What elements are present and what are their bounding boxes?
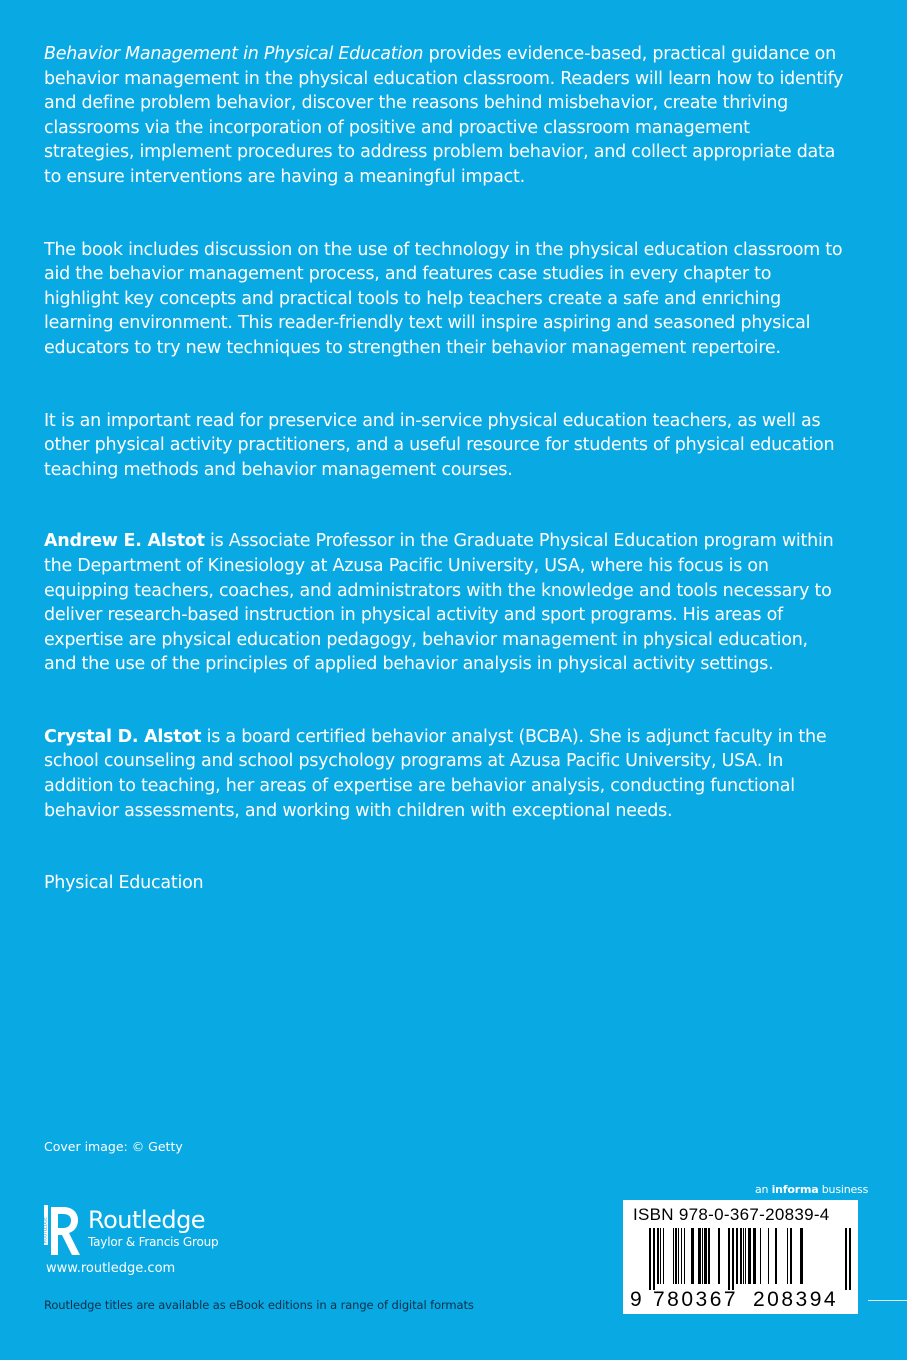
description-paragraph-3: It is an important read for preservice and in-service physical education teachers, as well as other physical activity practitioners, and a useful resource for students of physical education teaching methods and behavior management courses.: [44, 410, 835, 480]
barcode-bar: [760, 1228, 761, 1284]
informa-prefix: an: [755, 1183, 772, 1196]
isbn-barcode: [623, 1200, 858, 1314]
barcode-bar: [698, 1228, 701, 1284]
author-bio-2: [44, 725, 844, 823]
barcode-digits-right: 208394: [753, 1288, 839, 1311]
barcode-bar: [702, 1228, 703, 1284]
barcode-bar: [675, 1228, 677, 1284]
book-title: Behavior Management in Physical Education: [44, 44, 424, 64]
barcode-bar: [768, 1228, 769, 1284]
barcode-bar: [849, 1228, 851, 1290]
barcode-bar: [718, 1228, 720, 1284]
barcode-bar: [704, 1228, 707, 1284]
barcode-bar: [743, 1228, 744, 1284]
informa-suffix: business: [818, 1183, 869, 1196]
cover-image-credit: Cover image: © Getty: [44, 1139, 183, 1154]
barcode-digit-first: 9: [630, 1288, 642, 1311]
barcode-bar: [736, 1228, 738, 1284]
barcode-bar: [678, 1228, 679, 1284]
barcode-bar: [691, 1228, 694, 1284]
barcode-bar: [753, 1228, 756, 1284]
routledge-logo: [44, 1205, 218, 1257]
barcode-bar: [708, 1228, 710, 1284]
barcode-bar: [790, 1228, 792, 1284]
barcode-bar: [728, 1228, 730, 1290]
barcode-bar: [845, 1228, 847, 1290]
isbn-label: ISBN 978-0-367-20839-4: [633, 1205, 830, 1224]
subject-category: Physical Education: [44, 873, 204, 894]
barcode-bar: [732, 1228, 734, 1290]
barcode-bars: [631, 1228, 855, 1290]
barcode-bar: [653, 1228, 655, 1290]
informa-word: informa: [771, 1183, 819, 1196]
barcode-bar: [684, 1228, 685, 1284]
barcode-bar: [745, 1228, 746, 1284]
edge-line: [868, 1300, 907, 1301]
barcode-bar: [775, 1228, 777, 1284]
author-name-2: Crystal D. Alstot: [44, 726, 202, 747]
publisher-name: Routledge: [88, 1206, 206, 1234]
publisher-group: Taylor & Francis Group: [88, 1235, 219, 1249]
description-paragraph-1: [44, 42, 844, 190]
back-cover-text: [44, 42, 844, 944]
barcode-bar: [681, 1228, 682, 1284]
routledge-r-icon: [44, 1205, 82, 1257]
barcode-bar: [673, 1228, 674, 1284]
barcode-bar: [663, 1228, 664, 1284]
ebook-note: Routledge titles are available as eBook editions in a range of digital formats: [44, 1298, 474, 1312]
author-bio-text-1: is Associate Professor in the Graduate Physical Education program within the Department of Kinesiology at Azusa Pacific University, USA, where his focus is on equipping teachers, coaches, and administrators with the knowledge and tools necessary to deliver research-based instruction in physical activity and sport programs. His areas of expertise are physical education pedagogy, behavior management in physical education, and the use of the principles of applied behavior analysis in physical activity settings.: [44, 531, 834, 675]
barcode-digits-left: 780367: [653, 1288, 739, 1311]
author-bio-text-2: is a board certified behavior analyst (BCBA). She is adjunct faculty in the school counseling and school psychology programs at Azusa Pacific University, USA. In addition to teaching, her areas of expertise are behavior analysis, conducting functional behavior assessments, and working with children with exceptional needs.: [44, 726, 827, 821]
svg-text:ROUTLEDGE: ROUTLEDGE: [42, 1217, 48, 1243]
informa-business-tag: [755, 1183, 868, 1196]
publisher-website: www.routledge.com: [46, 1261, 176, 1276]
author-name-1: Andrew E. Alstot: [44, 531, 205, 552]
barcode-bar: [740, 1228, 742, 1284]
author-bio-1: [44, 529, 844, 677]
barcode-bar: [657, 1228, 659, 1284]
barcode-bar: [787, 1228, 788, 1284]
barcode-bar: [649, 1228, 651, 1290]
barcode-bar: [748, 1228, 751, 1284]
description-paragraph-2: The book includes discussion on the use of technology in the physical education classroom to aid the behavior management process, and features case studies in every chapter to highlight key concepts and practical tools to help teachers create a safe and enriching learning environment. This reader-friendly text will inspire aspiring and seasoned physical educators to try new techniques to strengthen their behavior management repertoire.: [44, 239, 843, 358]
barcode-bar: [800, 1228, 803, 1284]
description-text-1: provides evidence-based, practical guidance on behavior management in the physical education classroom. Readers will learn how to identify and define problem behavior, discover the reasons behind misbehavior, create thriving classrooms via the incorporation of positive and proactive classroom management strategies, implement procedures to address problem behavior, and collect appropriate data to ensure interventions are having a meaningful impact.: [44, 44, 844, 187]
barcode-bar: [660, 1228, 661, 1284]
